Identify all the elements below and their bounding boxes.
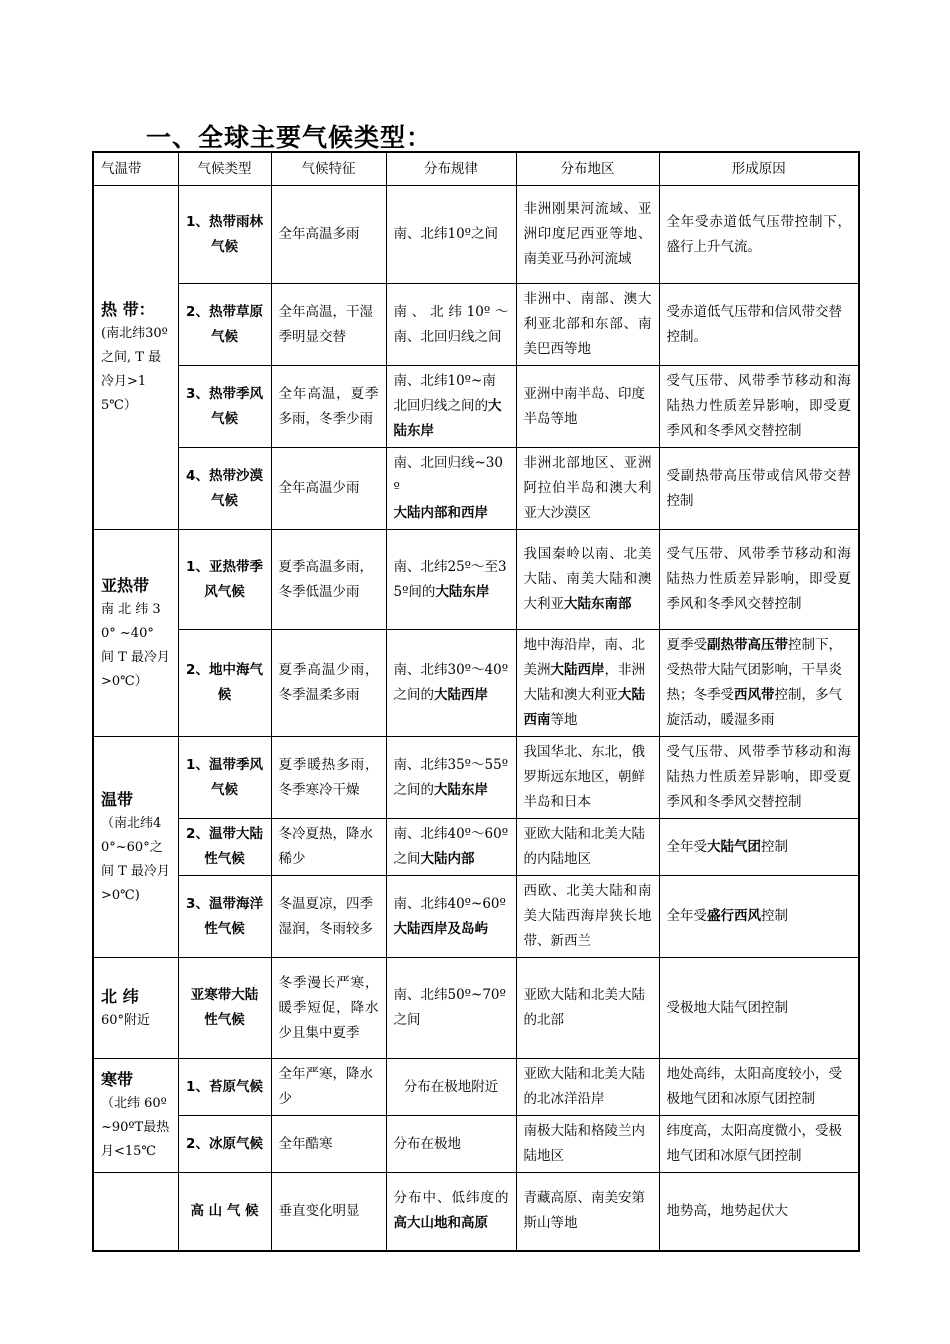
climate-feature: 全年高温，干湿季明显交替 [271, 284, 386, 366]
cause-text: 控制，多气旋活动，暖湿多雨 [666, 687, 842, 728]
climate-feature: 全年高温，夏季多雨，冬季少雨 [271, 366, 386, 448]
climate-cause: 地势高，地势起伏大 [659, 1173, 859, 1251]
climate-cause: 地处高纬，太阳高度较小，受极地气团和冰原气团控制 [659, 1059, 859, 1116]
climate-rule: 分布在极地附近 [386, 1059, 516, 1116]
table-row [93, 1059, 859, 1116]
climate-feature: 夏季高温少雨，冬季温柔多雨 [271, 630, 386, 737]
climate-rule [386, 737, 516, 819]
climate-region [516, 630, 659, 737]
table-row [93, 530, 859, 630]
region-text: 地中海沿岸，南、北美洲 [523, 637, 645, 678]
climate-cause: 全年受赤道低气压带控制下，盛行上升气流。 [659, 186, 859, 284]
climate-feature: 垂直变化明显 [271, 1173, 386, 1251]
header-zone: 气温带 [93, 152, 178, 186]
table-row [93, 1173, 859, 1251]
zone-subtropical [93, 530, 178, 737]
table-row [93, 186, 859, 284]
climate-feature: 全年高温少雨 [271, 448, 386, 530]
climate-rule: 南、北纬10º之间 [386, 186, 516, 284]
climate-region: 我国华北、东北，俄罗斯远东地区，朝鲜半岛和日本 [516, 737, 659, 819]
cause-text: 夏季受 [666, 637, 707, 653]
zone-name: 热 带： [101, 300, 155, 319]
header-feature: 气候特征 [271, 152, 386, 186]
climate-cause: 受气压带、风带季节移动和海陆热力性质差异影响，即受夏季风和冬季风交替控制 [659, 737, 859, 819]
table-row [93, 958, 859, 1059]
climate-type: 1、温带季风气候 [178, 737, 271, 819]
rule-emphasis: 大陆内部和西岸 [393, 505, 488, 521]
climate-type: 高 山 气 候 [178, 1173, 271, 1251]
climate-type: 4、热带沙漠气候 [178, 448, 271, 530]
table-row [93, 819, 859, 876]
climate-feature: 夏季暖热多雨，冬季寒冷干燥 [271, 737, 386, 819]
zone-temperate [93, 737, 178, 958]
climate-region: 亚欧大陆和北美大陆的内陆地区 [516, 819, 659, 876]
climate-region: 亚洲中南半岛、印度半岛等地 [516, 366, 659, 448]
climate-feature: 全年高温多雨 [271, 186, 386, 284]
table-row [93, 1116, 859, 1173]
climate-type: 亚寒带大陆性气候 [178, 958, 271, 1059]
rule-text: 南、北回归线~30º [393, 455, 503, 496]
zone-name: 温带 [101, 789, 134, 809]
cause-emphasis: 西风带 [734, 687, 775, 703]
climate-rule [386, 876, 516, 958]
rule-emphasis: 大陆西岸 [434, 687, 488, 703]
header-cause: 形成原因 [659, 152, 859, 186]
table-row [93, 284, 859, 366]
rule-text: 南、北纬10º~南北回归线之间的 [393, 373, 496, 414]
climate-rule: 分布在极地 [386, 1116, 516, 1173]
climate-cause: 受气压带、风带季节移动和海陆热力性质差异影响，即受夏季风和冬季风交替控制 [659, 366, 859, 448]
rule-emphasis: 大陆内部 [420, 851, 475, 867]
climate-type: 1、苔原气候 [178, 1059, 271, 1116]
header-type: 气候类型 [178, 152, 271, 186]
region-text: 我国秦岭以南、北美大陆、南美大陆和澳大利亚 [523, 546, 652, 612]
table-row [93, 737, 859, 819]
rule-text: 南、北纬30º～40º之间的 [393, 662, 509, 703]
climate-rule [386, 366, 516, 448]
climate-rule: 南、北纬50º~70º之间 [386, 958, 516, 1059]
cause-text: 全年受 [666, 838, 707, 855]
climate-feature: 全年酷寒 [271, 1116, 386, 1173]
climate-cause: 纬度高，太阳高度微小，受极地气团和冰原气团控制 [659, 1116, 859, 1173]
header-rule: 分布规律 [386, 152, 516, 186]
climate-cause [659, 876, 859, 958]
cause-text: 控制 [761, 838, 788, 855]
climate-table [92, 151, 860, 1252]
zone-tropical [93, 186, 178, 530]
climate-region: 亚欧大陆和北美大陆的北部 [516, 958, 659, 1059]
zone-empty [93, 1173, 178, 1251]
climate-region: 亚欧大陆和北美大陆的北冰洋沿岸 [516, 1059, 659, 1116]
region-emphasis: 大陆东南部 [564, 596, 632, 612]
climate-cause [659, 630, 859, 737]
climate-type: 3、热带季风气候 [178, 366, 271, 448]
climate-cause: 受气压带、风带季节移动和海陆热力性质差异影响，即受夏季风和冬季风交替控制 [659, 530, 859, 630]
cause-emphasis: 副热带高压带 [707, 637, 788, 653]
zone-name: 亚热带 [101, 575, 150, 595]
climate-type: 2、温带大陆性气候 [178, 819, 271, 876]
climate-cause [659, 819, 859, 876]
zone-desc: （南北纬40°~60°之间 T 最冷月 >0℃) [101, 815, 170, 903]
table-row [93, 366, 859, 448]
header-region: 分布地区 [516, 152, 659, 186]
table-row [93, 448, 859, 530]
climate-type: 1、亚热带季风气候 [178, 530, 271, 630]
climate-feature: 冬冷夏热，降水稀少 [271, 819, 386, 876]
climate-rule [386, 819, 516, 876]
rule-text: 分布中、低纬度的 [393, 1190, 509, 1207]
cause-text: 控制 [761, 908, 788, 924]
climate-region: 非洲刚果河流域、亚洲印度尼西亚等地、南美亚马孙河流域 [516, 186, 659, 284]
zone-name: 寒带 [101, 1070, 134, 1089]
climate-type: 1、热带雨林气候 [178, 186, 271, 284]
cause-emphasis: 大陆气团 [707, 838, 761, 855]
climate-cause: 受副热带高压带或信风带交替控制 [659, 448, 859, 530]
climate-feature: 冬温夏凉，四季湿润，冬雨较多 [271, 876, 386, 958]
climate-feature: 全年严寒，降水少 [271, 1059, 386, 1116]
cause-text: 全年受 [666, 908, 707, 924]
region-text: ，非洲大陆和澳大利亚 [523, 662, 645, 703]
region-text: 等地 [550, 712, 578, 728]
rule-emphasis: 大陆东岸 [393, 398, 502, 439]
climate-region [516, 530, 659, 630]
zone-desc: （北纬 60º ~90ºT最热月<15℃ [101, 1096, 170, 1159]
zone-desc: 60°附近 [101, 1012, 151, 1028]
cause-emphasis: 盛行西风 [707, 908, 761, 924]
climate-region: 西欧、北美大陆和南美大陆西海岸狭长地带、新西兰 [516, 876, 659, 958]
climate-region: 非洲中、南部、澳大利亚北部和东部、南美巴西等地 [516, 284, 659, 366]
header-row [93, 152, 859, 186]
rule-emphasis: 高大山地和高原 [393, 1215, 488, 1232]
rule-text: 南、北纬25º～至35º间的 [393, 558, 507, 600]
climate-cause: 受赤道低气压带和信风带交替控制。 [659, 284, 859, 366]
rule-text: 南、北纬40º～60º之间 [393, 826, 509, 867]
climate-feature: 冬季漫长严寒，暖季短促，降水少且集中夏季 [271, 958, 386, 1059]
zone-desc: 南 北 纬 30° ~40° 间 T 最冷月>0℃） [101, 601, 170, 689]
table-row [93, 876, 859, 958]
climate-region: 非洲北部地区、亚洲阿拉伯半岛和澳大利亚大沙漠区 [516, 448, 659, 530]
climate-type: 3、温带海洋性气候 [178, 876, 271, 958]
climate-type: 2、地中海气候 [178, 630, 271, 737]
page-title: 一、全球主要气候类型： [146, 123, 433, 152]
climate-region: 南极大陆和格陵兰内陆地区 [516, 1116, 659, 1173]
climate-type: 2、热带草原气候 [178, 284, 271, 366]
cause-text: 控制下，受热带大陆气团影响，干旱炎热；冬季受 [666, 637, 842, 703]
zone-cold [93, 1059, 178, 1173]
zone-north60 [93, 958, 178, 1059]
climate-rule [386, 1173, 516, 1251]
climate-type: 2、冰原气候 [178, 1116, 271, 1173]
climate-feature: 夏季高温多雨，冬季低温少雨 [271, 530, 386, 630]
rule-emphasis: 大陆西岸及岛屿 [393, 920, 488, 937]
climate-rule [386, 630, 516, 737]
region-emphasis: 大陆西南 [523, 687, 645, 728]
climate-rule [386, 530, 516, 630]
rule-text: 南、北纬40º~60º [393, 895, 506, 912]
rule-emphasis: 大陆东岸 [434, 781, 488, 798]
zone-name: 北 纬 [101, 986, 139, 1006]
rule-text: 南、北纬35º～55º之间的 [393, 756, 509, 798]
rule-emphasis: 大陆东岸 [435, 583, 490, 600]
climate-cause: 受极地大陆气团控制 [659, 958, 859, 1059]
climate-rule: 南、北纬10º～南、北回归线之间 [386, 284, 516, 366]
climate-region: 青藏高原、南美安第斯山等地 [516, 1173, 659, 1251]
region-emphasis: 大陆西岸 [550, 662, 605, 678]
table-row [93, 630, 859, 737]
climate-rule [386, 448, 516, 530]
zone-desc: (南北纬30º之间, T 最冷月>15℃） [101, 326, 168, 413]
